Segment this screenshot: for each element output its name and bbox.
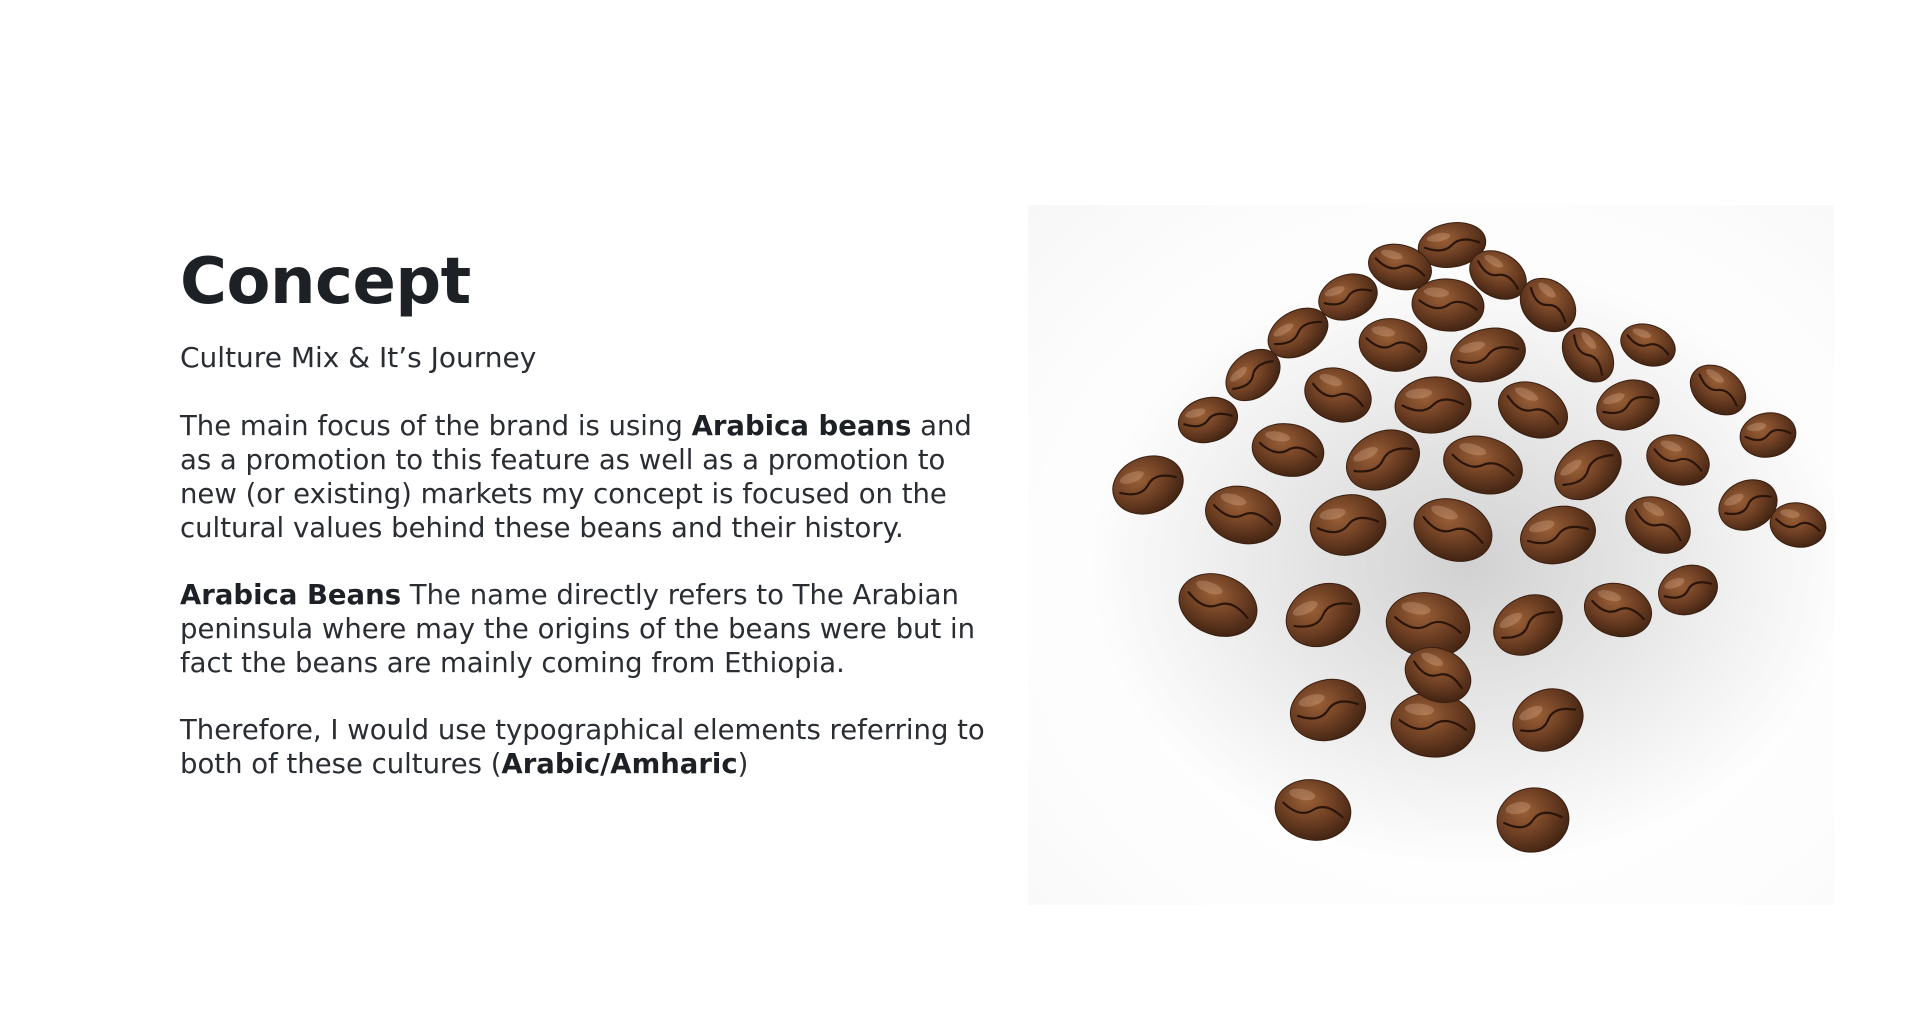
subtitle: Culture Mix & It’s Journey <box>180 341 537 374</box>
paragraph-text: The main focus of the brand is using <box>180 410 692 442</box>
paragraph-text: ) <box>737 748 749 780</box>
bold-keyword: Arabic/Amharic <box>501 748 738 780</box>
paragraph-text: The name directly refers to The Arabian peninsula where may the origins of the beans were but in fact the beans are mainly coming from Ethiopia. <box>180 579 976 679</box>
paragraph-typography <box>180 713 1010 781</box>
bold-keyword: Arabica beans <box>691 410 912 442</box>
text-column <box>180 244 1010 781</box>
paragraph-text: and as a promotion to this feature as well as a promotion to new (or existing) markets my concept is focused on the cultural values behind these beans and their history. <box>180 410 972 544</box>
paragraph-arabica-origin <box>180 578 1010 680</box>
paragraph-text: Therefore, I would use typographical elements referring to both of these cultures ( <box>180 714 985 780</box>
coffee-beans-illustration <box>1028 205 1834 905</box>
coffee-beans-image <box>1028 205 1834 905</box>
paragraph-arabica-focus <box>180 409 1010 545</box>
bold-keyword: Arabica Beans <box>180 579 402 611</box>
page-title: Concept <box>180 245 471 319</box>
